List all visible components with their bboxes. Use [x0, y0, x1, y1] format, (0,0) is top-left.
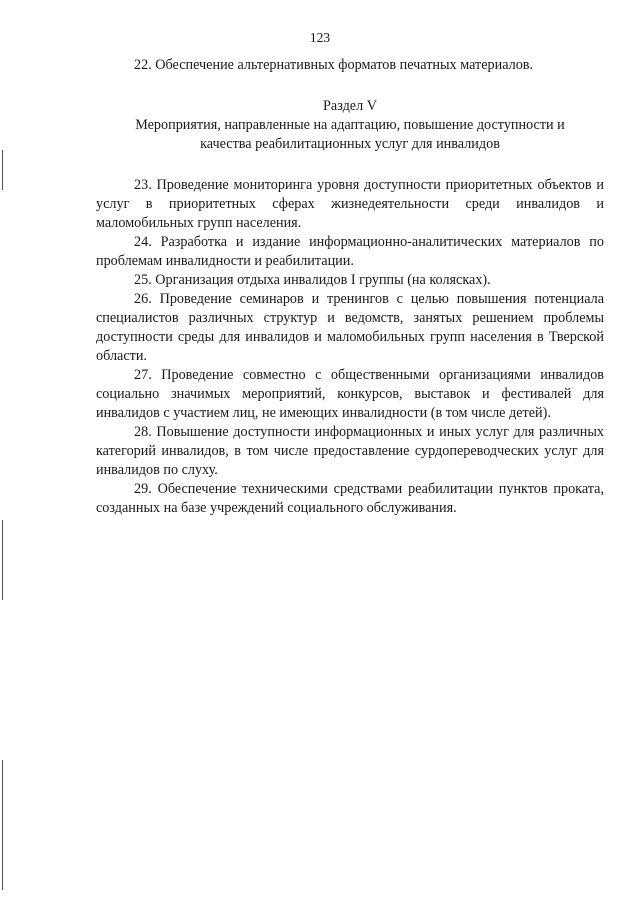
list-item-29: 29. Обеспечение техническими средствами реабилитации пунктов проката, созданных на базе учреждений социального обслуживания.	[96, 481, 604, 516]
section-heading	[96, 97, 604, 154]
list-item-25: 25. Организация отдыха инвалидов I группы (на колясках).	[134, 272, 491, 288]
list-item-28: 28. Повышение доступности информационных и иных услуг для различных категорий инвалидов, в том числе предоставление сурдопереводческих услуг для инвалидов по слуху.	[96, 424, 604, 478]
section-title: Раздел V	[323, 98, 377, 114]
list-item-26: 26. Проведение семинаров и тренингов с целью повышения потенциала специалистов различных структур и ведомств, занятых решением проблемы доступности среды для инвалидов и маломобильных групп населения в Тверской области.	[96, 291, 604, 364]
document-body	[96, 56, 604, 518]
section-subtitle-line-2: качества реабилитационных услуг для инвалидов	[200, 136, 500, 152]
page-number: 123	[309, 30, 331, 45]
scan-edge-mark	[2, 760, 3, 890]
section-subtitle-line-1: Мероприятия, направленные на адаптацию, повышение доступности и	[135, 117, 565, 133]
list-item-27: 27. Проведение совместно с общественными организациями инвалидов социально значимых мероприятий, конкурсов, выставок и фестивалей для инвалидов с участием лиц, не имеющих инвалидности (в том числе детей).	[96, 367, 604, 421]
scan-edge-mark	[2, 520, 3, 600]
list-item-22: 22. Обеспечение альтернативных форматов печатных материалов.	[134, 57, 534, 73]
list-item-23: 23. Проведение мониторинга уровня доступности приоритетных объектов и услуг в приоритетных сферах жизнедеятельности среди инвалидов и маломобильных групп населения.	[96, 177, 604, 231]
list-item-24: 24. Разработка и издание информационно-аналитических материалов по проблемам инвалидности и реабилитации.	[96, 234, 604, 269]
scan-edge-mark	[2, 150, 3, 190]
measures-list	[96, 176, 604, 518]
